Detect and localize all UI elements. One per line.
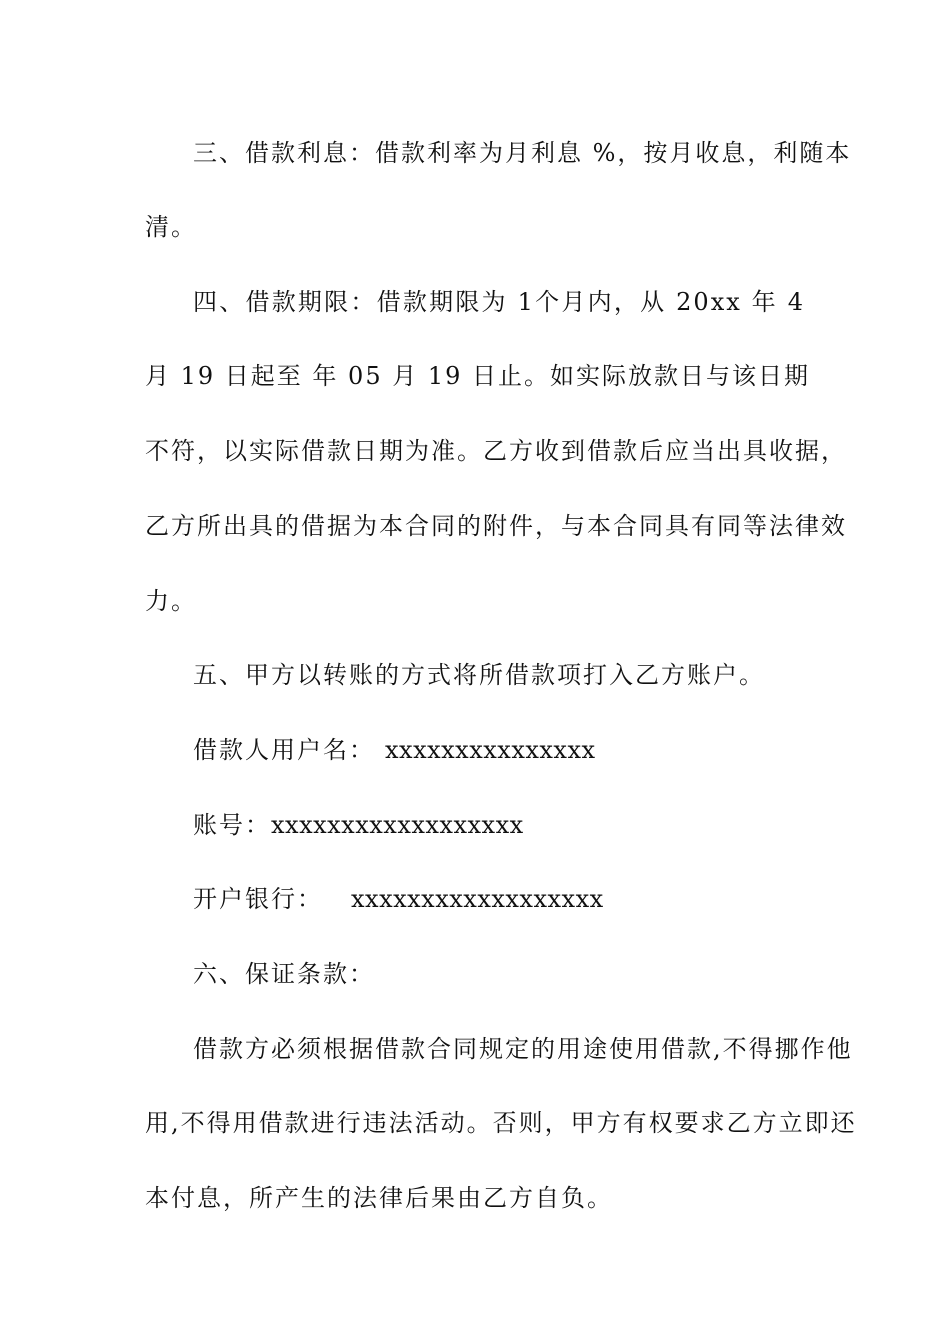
term-clause-line-5: 力。	[145, 587, 197, 615]
interest-clause-line-1: 三、借款利息：借款利率为月利息 %，按月收息，利随本	[193, 139, 852, 167]
bank-row	[193, 884, 863, 914]
account-name-row	[193, 735, 863, 765]
account-number-label: 账号：	[193, 811, 271, 839]
bank-value: xxxxxxxxxxxxxxxxxx	[351, 885, 604, 913]
interest-clause-line-2: 清。	[145, 213, 197, 241]
guarantee-clause-line-1: 借款方必须根据借款合同规定的用途使用借款,不得挪作他	[193, 1035, 853, 1063]
guarantee-clause-line-3: 本付息，所产生的法律后果由乙方自负。	[145, 1184, 613, 1212]
term-clause-line-1: 四、借款期限：借款期限为 1个月内，从 20xx 年 4	[193, 288, 805, 316]
transfer-clause: 五、甲方以转账的方式将所借款项打入乙方账户。	[193, 661, 765, 689]
term-clause-line-2: 月 19 日起至 年 05 月 19 日止。如实际放款日与该日期	[145, 362, 811, 390]
guarantee-clause-line-2: 用,不得用借款进行违法活动。否则，甲方有权要求乙方立即还	[145, 1109, 857, 1137]
guarantee-heading: 六、保证条款：	[193, 960, 375, 988]
account-name-value: xxxxxxxxxxxxxxx	[385, 736, 596, 764]
account-name-label: 借款人用户名：	[193, 736, 375, 764]
term-clause-line-3: 不符，以实际借款日期为准。乙方收到借款后应当出具收据，	[145, 437, 847, 465]
term-clause-line-4: 乙方所出具的借据为本合同的附件，与本合同具有同等法律效	[145, 512, 847, 540]
account-number-row	[193, 810, 863, 840]
account-number-value: xxxxxxxxxxxxxxxxxx	[271, 811, 524, 839]
bank-label: 开户银行：	[193, 885, 323, 913]
